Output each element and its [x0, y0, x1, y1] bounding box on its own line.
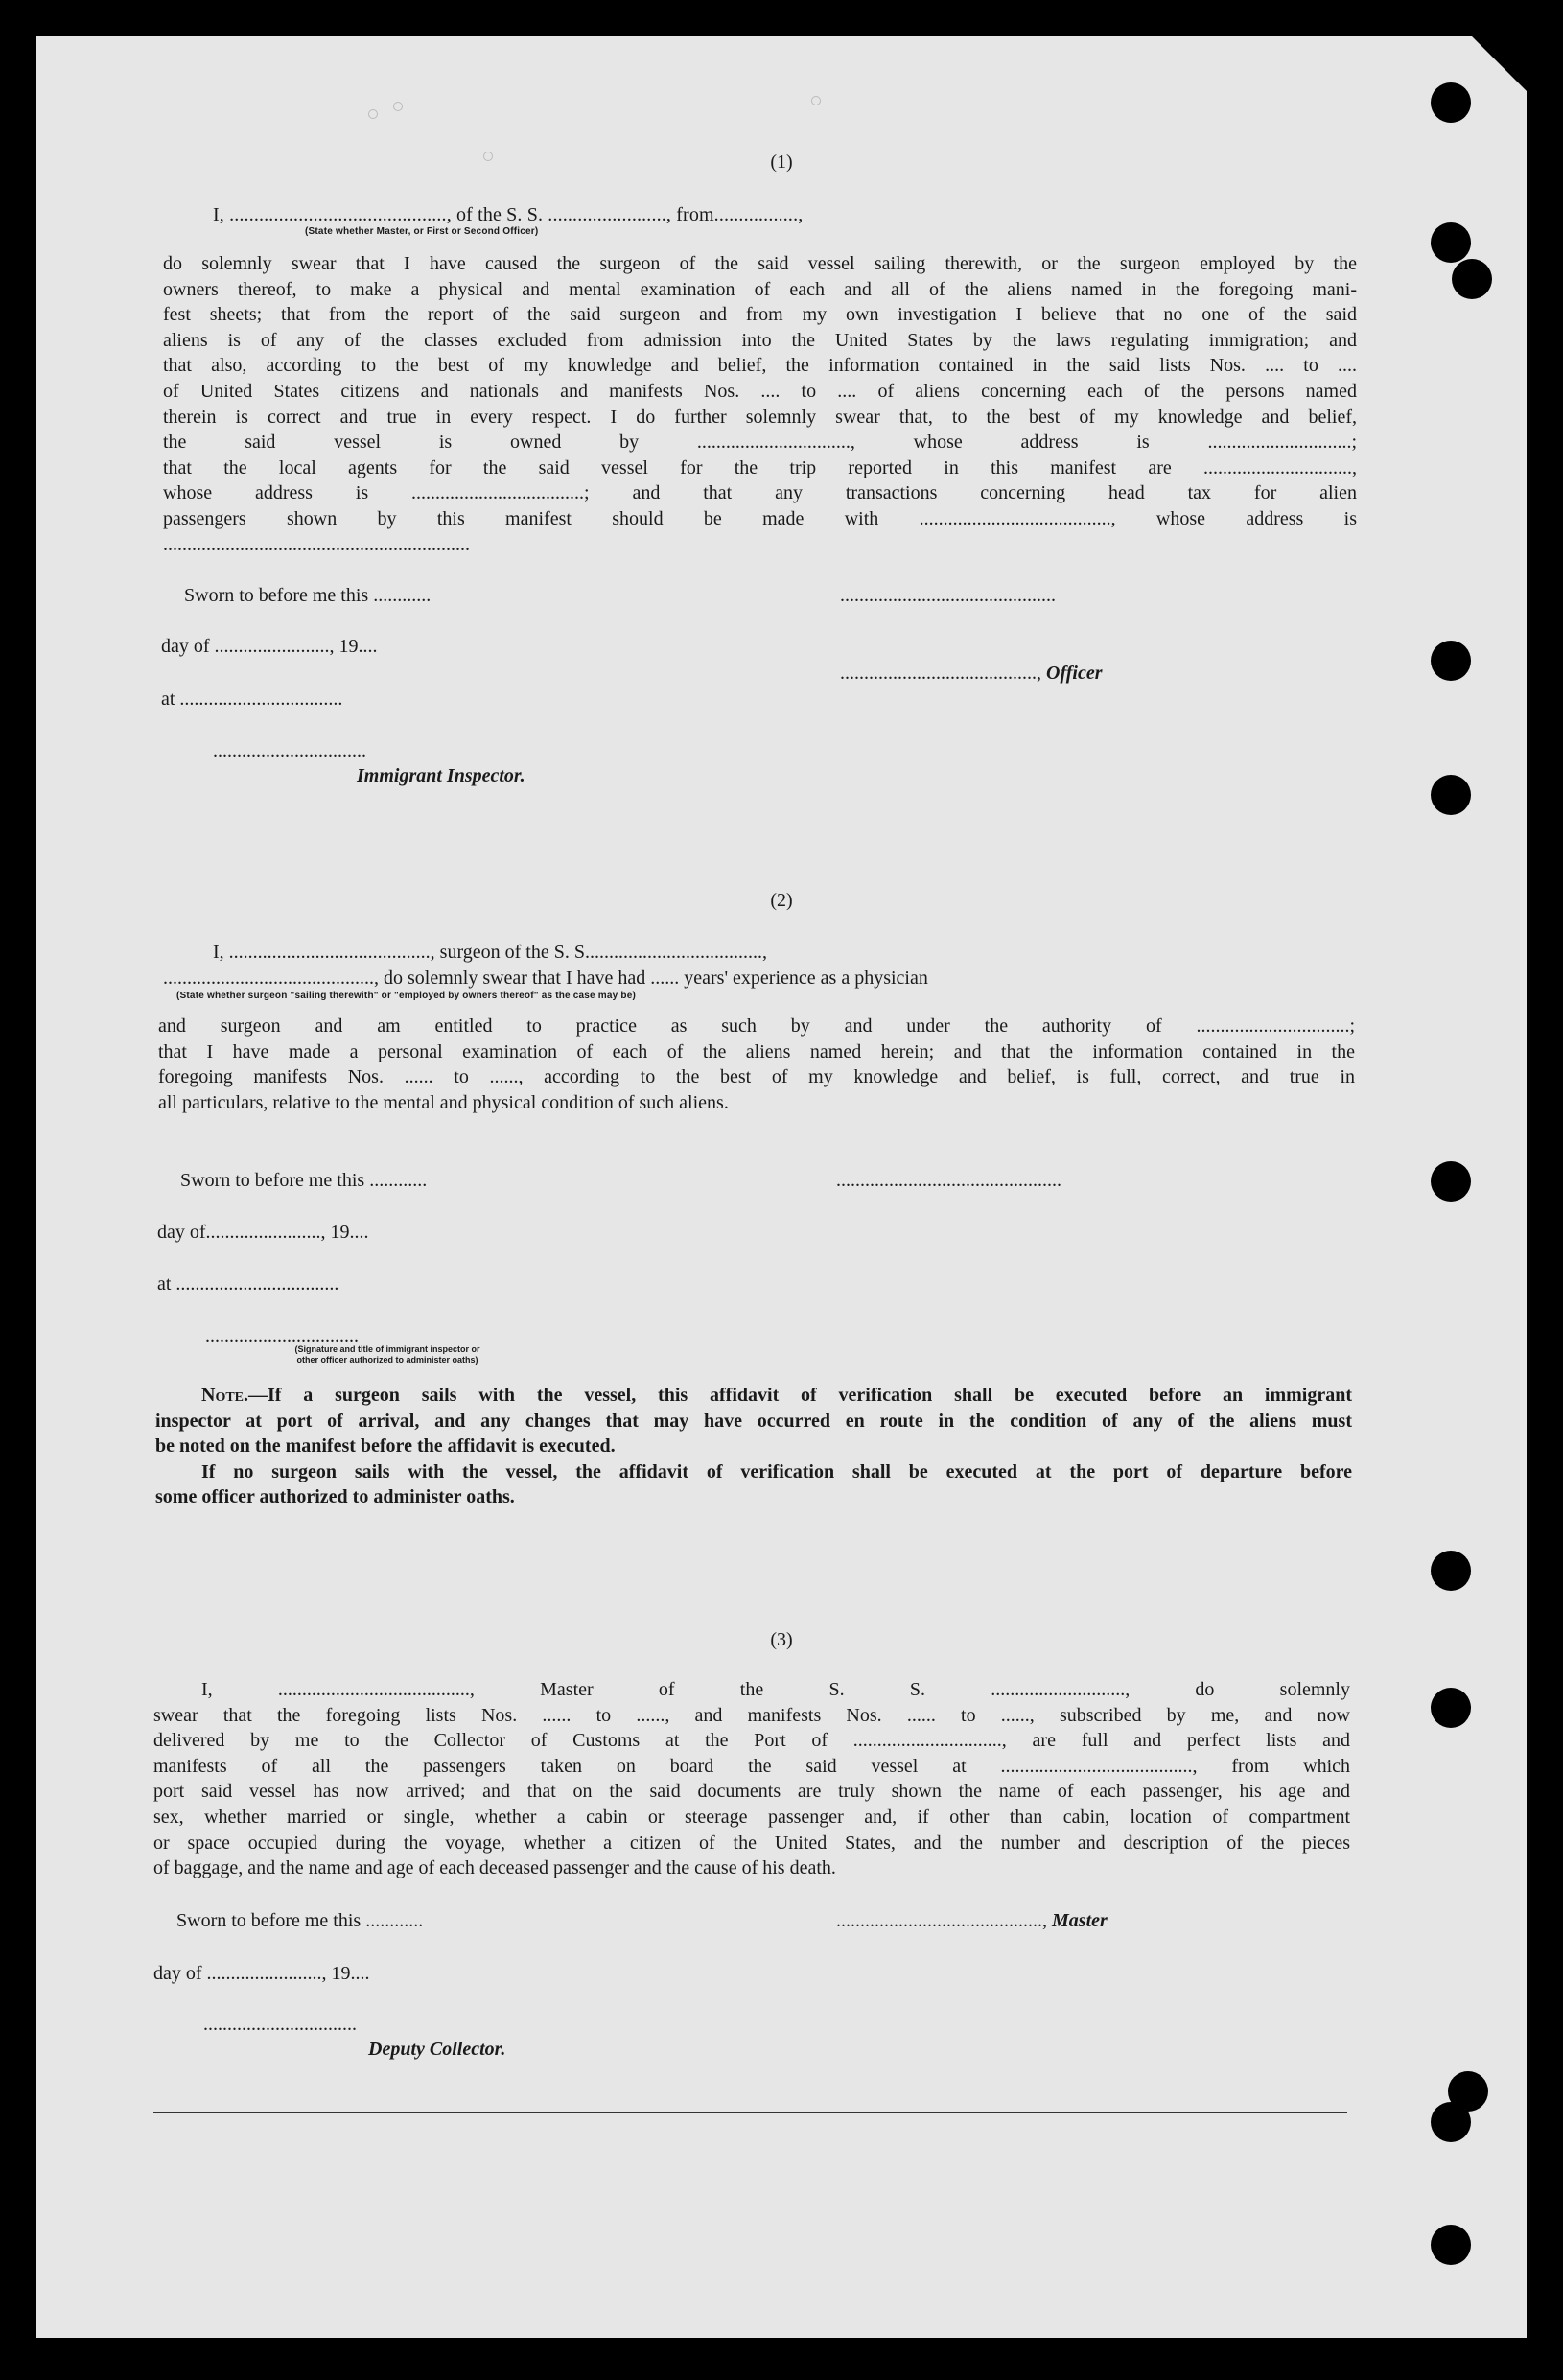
note-line: some officer authorized to administer oaths.	[155, 1486, 515, 1508]
paper-speck	[393, 102, 403, 111]
oath-line: manifests of all the passengers taken on board the said vessel at ........................................, from which	[153, 1755, 1350, 1777]
punch-hole	[1431, 1161, 1471, 1202]
punch-hole	[1431, 2102, 1471, 2142]
section-1-oath-paragraph	[163, 251, 1357, 557]
section-2-second-line: ............................................, do solemnly swear that I have had ...... years' experience as a physician	[163, 968, 928, 989]
master-label: Master	[1052, 1910, 1108, 1931]
note-line: If no surgeon sails with the vessel, the affidavit of verification shall be executed at the port of departure before	[201, 1460, 1352, 1482]
section-3-deputy-collector: Deputy Collector.	[368, 2039, 506, 2060]
oath-line: of baggage, and the name and age of each deceased passenger and the cause of his death.	[153, 1857, 836, 1879]
oath-line: that the local agents for the said vessel for the trip reported in this manifest are ...............................,	[163, 456, 1357, 478]
section-2-right-signature-dots: ...............................................	[836, 1170, 1061, 1191]
section-3-sworn-line: Sworn to before me this ............	[176, 1910, 424, 1931]
punch-hole	[1431, 1551, 1471, 1591]
section-2-heading: (2)	[770, 890, 793, 911]
oath-line: do solemnly swear that I have caused the surgeon of the said vessel sailing therewith, or the surgeon employed by the	[163, 253, 1357, 274]
section-2-at-line: at ..................................	[157, 1273, 339, 1295]
section-1-sworn-line: Sworn to before me this ............	[184, 585, 432, 606]
section-3-oath-paragraph	[153, 1677, 1350, 1881]
punch-hole	[1431, 1688, 1471, 1728]
section-1-inspector-dots: ................................	[213, 740, 366, 761]
section-3-master-dots	[836, 1909, 1108, 1932]
signature-note-line: other officer authorized to administer oaths)	[296, 1355, 478, 1365]
oath-line: all particulars, relative to the mental and physical condition of such aliens.	[158, 1091, 729, 1113]
section-3-day-of-line: day of ........................, 19....	[153, 1963, 370, 1984]
punch-hole	[1452, 259, 1492, 299]
note-label: Note.	[201, 1385, 249, 1406]
section-3-heading: (3)	[770, 1629, 793, 1650]
folded-corner	[1472, 36, 1528, 92]
oath-line: delivered by me to the Collector of Customs at the Port of ..............................., are full and perfect lists and	[153, 1730, 1350, 1752]
punch-hole	[1431, 641, 1471, 681]
oath-line: fest sheets; that from the report of the said surgeon and from my own investigation I believe that no one of the said	[163, 304, 1357, 326]
officer-dots: .........................................,	[840, 663, 1041, 684]
oath-line: ................................................................	[163, 533, 470, 555]
section-1-officer-dots	[840, 662, 1103, 685]
signature-note-line: (Signature and title of immigrant inspector or	[294, 1344, 480, 1354]
oath-line: aliens is of any of the classes excluded from admission into the United States by the laws regulating immigration; and	[163, 329, 1357, 351]
oath-line: or space occupied during the voyage, whether a citizen of the United States, and the number and description of the pieces	[153, 1832, 1350, 1854]
section-1-heading: (1)	[770, 152, 793, 173]
oath-line: I, ........................................, Master of the S. S. ............................, do solemnly	[201, 1679, 1350, 1700]
section-1-right-signature-dots: .............................................	[840, 585, 1056, 606]
punch-hole	[1431, 82, 1471, 123]
section-2-surgeon-note: (State whether surgeon "sailing therewith" or "employed by owners thereof" as the case may be)	[176, 991, 636, 1001]
note-text: —If a surgeon sails with the vessel, this affidavit of verification shall be executed before an immigrant	[248, 1385, 1352, 1406]
paper-speck	[811, 96, 821, 105]
oath-line: that I have made a personal examination of each of the aliens named herein; and that the information contained in the	[158, 1040, 1355, 1062]
section-2-signature-dots: ................................	[205, 1325, 359, 1346]
oath-line: passengers shown by this manifest should be made with ........................................, whose address is	[163, 507, 1357, 529]
oath-line: sex, whether married or single, whether a cabin or steerage passenger and, if other than cabin, location of compartment	[153, 1806, 1350, 1828]
oath-line: swear that the foregoing lists Nos. ...... to ......, and manifests Nos. ...... to ......, subscribed by me, and now	[153, 1704, 1350, 1726]
officer-label: Officer	[1046, 663, 1103, 684]
note-line: be noted on the manifest before the affidavit is executed.	[155, 1435, 616, 1458]
section-1-first-line: I, ............................................, of the S. S. ........................, from.................,	[213, 204, 804, 225]
section-3-signature-dots: ................................	[203, 2014, 357, 2035]
oath-line: that also, according to the best of my knowledge and belief, the information contained in the said lists Nos. .... to ....	[163, 355, 1357, 377]
note-line	[155, 1383, 1352, 1409]
oath-line: whose address is ....................................; and that any transactions concerning head tax for alien	[163, 482, 1357, 504]
section-2-day-of-line: day of........................, 19....	[157, 1222, 369, 1243]
oath-line: foregoing manifests Nos. ...... to ......, according to the best of my knowledge and belief, is full, correct, and true in	[158, 1066, 1355, 1088]
paper-speck	[368, 109, 378, 119]
section-1-immigrant-inspector: Immigrant Inspector.	[357, 765, 525, 786]
bottom-rule	[153, 2112, 1347, 2113]
master-dots: ...........................................,	[836, 1910, 1047, 1931]
section-1-at-line: at ..................................	[161, 688, 343, 710]
oath-line: the said vessel is owned by ................................, whose address is ..............................;	[163, 432, 1357, 454]
punch-hole	[1431, 222, 1471, 263]
section-2-oath-paragraph	[158, 1014, 1355, 1115]
oath-line: of United States citizens and nationals and manifests Nos. .... to .... of aliens concerning each of the persons named	[163, 380, 1357, 402]
oath-line: and surgeon and am entitled to practice as such by and under the authority of ................................;	[158, 1015, 1355, 1037]
section-2-signature-note	[205, 1344, 570, 1365]
section-2-note	[155, 1383, 1352, 1510]
section-1-day-of-line: day of ........................, 19....	[161, 636, 378, 657]
punch-hole	[1431, 775, 1471, 815]
oath-line: owners thereof, to make a physical and mental examination of each and all of the aliens named in the foregoing mani-	[163, 278, 1357, 300]
section-1-officer-note: (State whether Master, or First or Second Officer)	[305, 226, 539, 237]
oath-line: port said vessel has now arrived; and that on the said documents are truly shown the name of each passenger, his age and	[153, 1781, 1350, 1803]
punch-hole	[1431, 2225, 1471, 2265]
section-2-sworn-line: Sworn to before me this ............	[180, 1170, 428, 1191]
oath-line: therein is correct and true in every respect. I do further solemnly swear that, to the best of my knowledge and belief,	[163, 406, 1357, 428]
section-2-first-line: I, .........................................., surgeon of the S. S.....................................,	[213, 942, 767, 963]
note-line: inspector at port of arrival, and any changes that may have occurred en route in the condition of any of the aliens must	[155, 1410, 1352, 1432]
